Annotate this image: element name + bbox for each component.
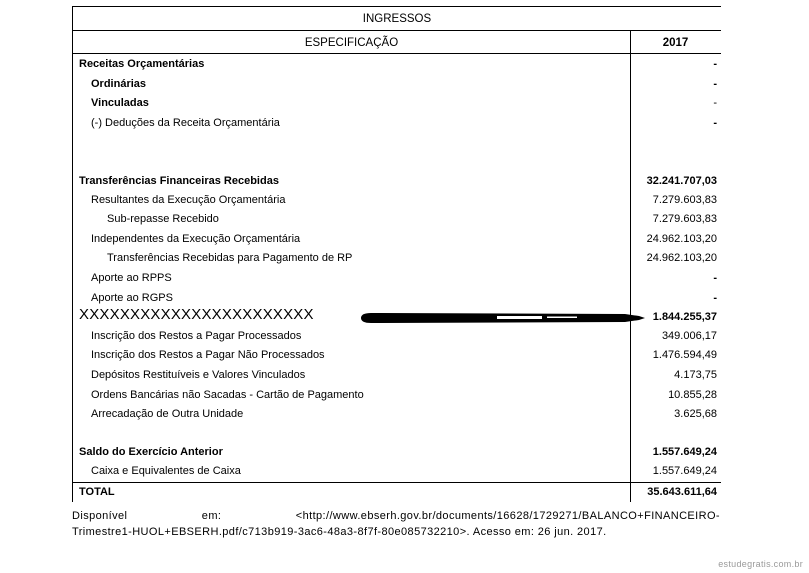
- source-word: Disponível: [72, 510, 128, 522]
- row-value: -: [713, 272, 717, 284]
- row-label-aporte-rpps: Aporte ao RPPS: [91, 272, 172, 284]
- source-url-start: <http://www.ebserh.gov.br/documents/16628/1729271/BALANCO+FINANCEIRO-: [295, 510, 720, 522]
- row-label-resultantes: Resultantes da Execução Orçamentária: [91, 194, 286, 206]
- pen-stroke-arrow: [357, 310, 647, 326]
- row-value: -: [713, 97, 717, 109]
- row-value: 349.006,17: [661, 330, 717, 342]
- row-label-sub-repasse: Sub-repasse Recebido: [107, 213, 219, 225]
- row-label-total: TOTAL: [79, 486, 115, 498]
- row-value: 1.557.649,24: [652, 446, 717, 458]
- divider: [73, 30, 721, 31]
- row-value: 10.855,28: [668, 389, 717, 401]
- source-word: em:: [201, 510, 222, 522]
- row-label-aporte-rgps: Aporte ao RGPS: [91, 292, 173, 304]
- row-label-vinculadas: Vinculadas: [91, 97, 149, 109]
- watermark: estudegratis.com.br: [718, 559, 803, 569]
- redacted-label: XXXXXXXXXXXXXXXXXXXXXXX: [79, 306, 314, 323]
- row-value: 24.962.103,20: [646, 233, 717, 245]
- row-label-depositos: Depósitos Restituíveis e Valores Vinculados: [91, 369, 306, 381]
- col-header-2017: 2017: [662, 37, 689, 49]
- row-label-ordens-bancarias: Ordens Bancárias não Sacadas - Cartão de Pagamento: [91, 389, 364, 401]
- row-label-arrecadacao: Arrecadação de Outra Unidade: [91, 408, 244, 420]
- source-line-2: Trimestre1-HUOL+EBSERH.pdf/c713b919-3ac6-48a3-8f7f-80e085732210>. Acesso em: 26 jun. 2017.: [72, 526, 607, 538]
- row-label-receitas-orcamentarias: Receitas Orçamentárias: [79, 58, 205, 70]
- row-label-transferencias-recebidas: Transferências Financeiras Recebidas: [79, 175, 279, 187]
- row-value: -: [713, 292, 717, 304]
- row-value: 1.557.649,24: [652, 465, 717, 477]
- row-label-deducoes: (-) Deduções da Receita Orçamentária: [91, 117, 280, 129]
- col-header-especificacao: ESPECIFICAÇÃO: [304, 37, 399, 49]
- row-value: 7.279.603,83: [652, 194, 717, 206]
- ingressos-table: [72, 6, 721, 502]
- source-citation: [72, 508, 720, 540]
- row-value: 1.844.255,37: [652, 311, 717, 323]
- row-value: -: [713, 58, 717, 70]
- row-label-independentes: Independentes da Execução Orçamentária: [91, 233, 301, 245]
- row-label-transferencias-rp: Transferências Recebidas para Pagamento de RP: [107, 252, 353, 264]
- row-label-saldo-anterior: Saldo do Exercício Anterior: [79, 446, 223, 458]
- row-value: -: [713, 78, 717, 90]
- row-value: 7.279.603,83: [652, 213, 717, 225]
- row-value: 1.476.594,49: [652, 349, 717, 361]
- row-value: 4.173,75: [674, 369, 717, 381]
- row-value-total: 35.643.611,64: [647, 486, 717, 498]
- row-value: 32.241.707,03: [646, 175, 717, 187]
- row-label-ordinarias: Ordinárias: [91, 78, 147, 90]
- row-value: 3.625,68: [674, 408, 717, 420]
- row-value: -: [713, 117, 717, 129]
- divider: [73, 53, 721, 54]
- row-label-rap-nao-processados: Inscrição dos Restos a Pagar Não Processados: [91, 349, 325, 361]
- column-divider: [630, 30, 631, 502]
- row-label-rap-processados: Inscrição dos Restos a Pagar Processados: [91, 330, 302, 342]
- row-value: 24.962.103,20: [646, 252, 717, 264]
- divider: [73, 482, 721, 483]
- row-label-caixa: Caixa e Equivalentes de Caixa: [91, 465, 241, 477]
- table-title: INGRESSOS: [362, 13, 432, 25]
